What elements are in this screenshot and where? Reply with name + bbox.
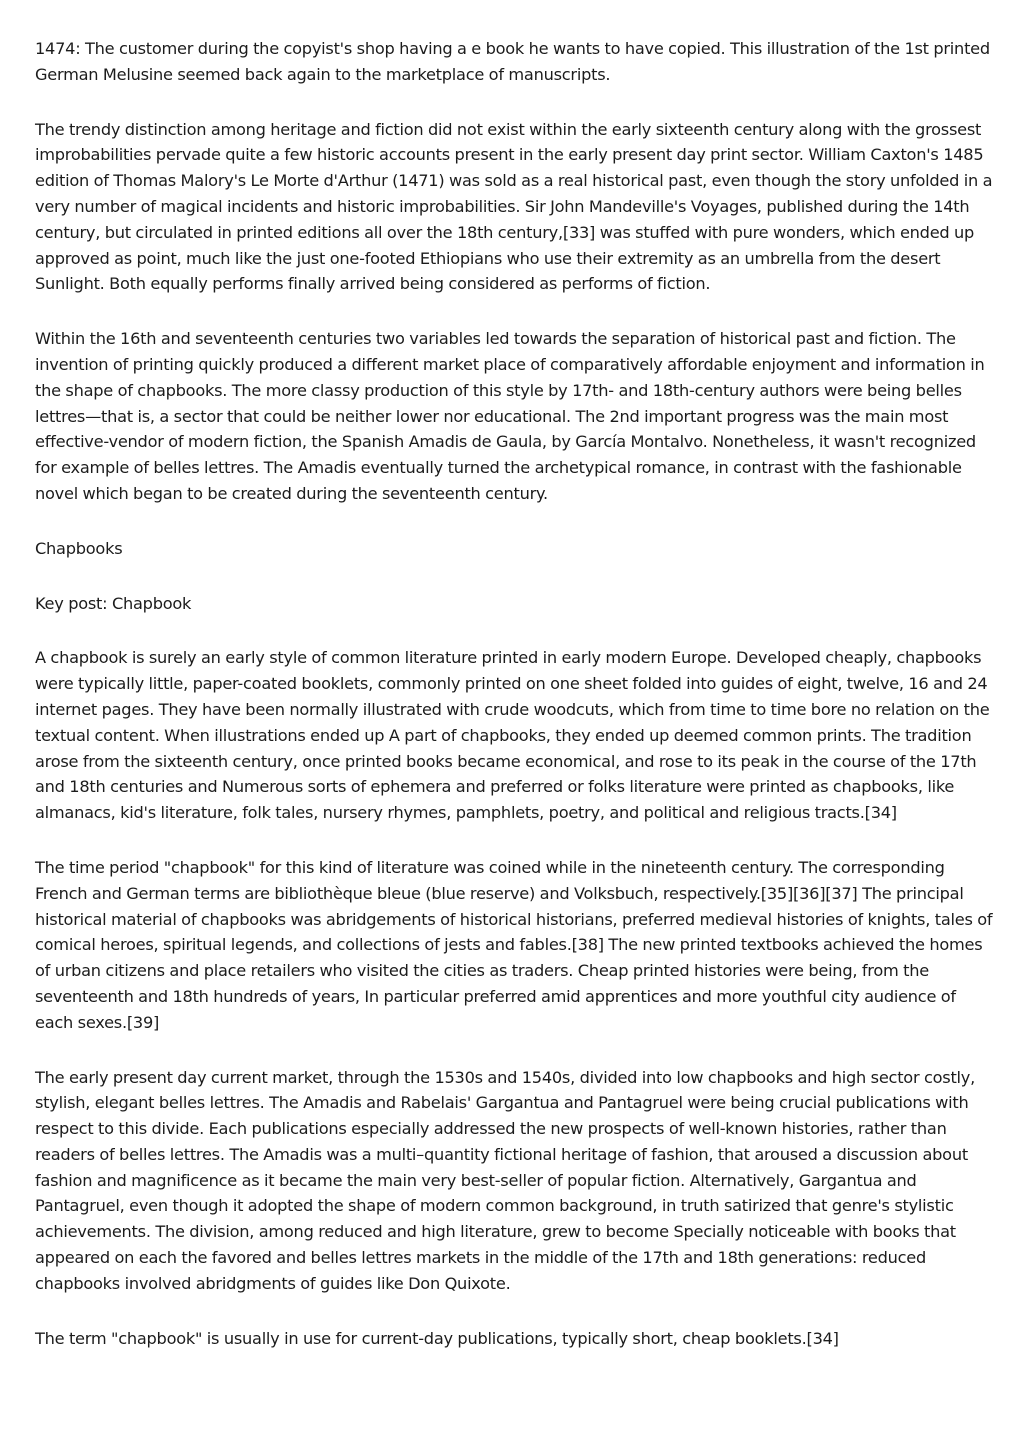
paragraph-chapbook-term: The time period "chapbook" for this kind of literature was coined while in the nineteenth century. The corresponding French and German terms are bibliothèque bleue (blue reserve) and Volksbuch, respectively.[35][36][37] The principal historical material of chapbooks was abridgements of historical historians, preferred medieval histories of knights, tales of comical heroes, spiritual legends, and collections of jests and fables.[38] The new printed textbooks achieved the homes of urban citizens and place retailers who visited the cities as traders. Cheap printed histories were being, from the seventeenth and 18th hundreds of years, In particular preferred amid apprentices and more youthful city audience of each sexes.[39] — [35, 857, 993, 1032]
document-body — [35, 36, 995, 1380]
paragraph-separation: Within the 16th and seventeenth centuries two variables led towards the separation of historical past and fiction. The invention of printing quickly produced a different market place of comparatively affordable enjoyment and information in the shape of chapbooks. The more classy production of this style by 17th- and 18th-century authors were being belles lettres—that is, a sector that could be neither lower nor educational. The 2nd important progress was the main most effective-vendor of modern fiction, the Spanish Amadis de Gaula, by García Montalvo. Nonetheless, it wasn't recognized for example of belles lettres. The Amadis eventually turned the archetypical romance, in contrast with the fashionable novel which began to be created during the seventeenth century. — [35, 329, 985, 503]
paragraph-market-divide: The early present day current market, through the 1530s and 1540s, divided into low chapbooks and high sector costly, stylish, elegant belles lettres. The Amadis and Rabelais' Gargantua and Pantagruel were being crucial publications with respect to this divide. Each publications especially addressed the new prospects of well-known histories, rather than readers of belles lettres. The Amadis was a multi–quantity fictional heritage of fashion, that aroused a discussion about fashion and magnificence as it became the main very best-seller of popular fiction. Alternatively, Gargantua and Pantagruel, even though it adopted the shape of modern common background, in truth satirized that genre's stylistic achievements. The division, among reduced and high literature, grew to become Specially noticeable with books that appeared on each the favored and belles lettres markets in the middle of the 17th and 18th generations: reduced chapbooks involved abridgments of guides like Don Quixote. — [35, 1067, 976, 1293]
paragraph-chapbook-definition: A chapbook is surely an early style of common literature printed in early modern Europe. Developed cheaply, chapbooks were typically little, paper-coated booklets, commonly printed on one sheet folded into guides of eight, twelve, 16 and 24 internet pages. They have been normally illustrated with crude woodcuts, which from time to time bore no relation on the textual content. When illustrations ended up A part of chapbooks, they ended up deemed common prints. The tradition arose from the sixteenth century, once printed books became economical, and rose to its peak in the course of the 17th and 18th centuries and Numerous sorts of ephemera and preferred or folks literature were printed as chapbooks, like almanacs, kid's literature, folk tales, nursery rhymes, pamphlets, poetry, and political and religious tracts.[34] — [35, 648, 990, 823]
paragraph-history-fiction: The trendy distinction among heritage and fiction did not exist within the early sixteenth century along with the grossest improbabilities pervade quite a few historic accounts present in the early present day print sector. William Caxton's 1485 edition of Thomas Malory's Le Morte d'Arthur (1471) was sold as a real historical past, even though the story unfolded in a very number of magical incidents and historic improbabilities. Sir John Mandeville's Voyages, published during the 14th century, but circulated in printed editions all over the 18th century,[33] was stuffed with pure wonders, which ended up approved as point, much like the just one-footed Ethiopians who use their extremity as an umbrella from the desert Sunlight. Both equally performs finally arrived being considered as performs of fiction. — [35, 119, 993, 294]
key-post-line: Key post: Chapbook — [35, 593, 192, 613]
paragraph-melusine-caption: 1474: The customer during the copyist's shop having a e book he wants to have copied. This illustration of the 1st printed German Melusine seemed back again to the marketplace of manuscripts. — [35, 39, 990, 84]
section-heading-chapbooks: Chapbooks — [35, 538, 123, 558]
paragraph-current-usage: The term "chapbook" is usually in use for current-day publications, typically short, cheap booklets.[34] — [35, 1328, 839, 1348]
